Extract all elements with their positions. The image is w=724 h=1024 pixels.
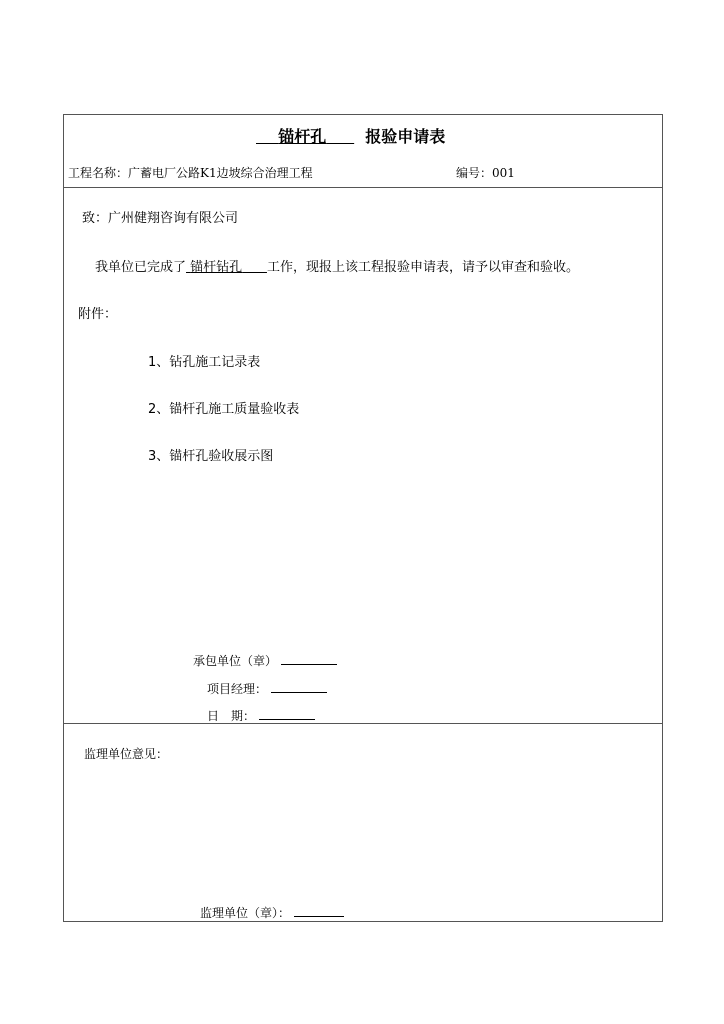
form-number: 编号：001: [456, 166, 515, 180]
work-name: 锚杆钻孔: [190, 260, 243, 275]
supervision-seal-blank[interactable]: [294, 915, 344, 917]
attachments-label: 附件：: [78, 307, 118, 322]
divider: [63, 187, 663, 188]
date: 日 期：: [207, 707, 315, 724]
project-name-row: 工程名称：广蓄电厂公路K1边坡综合治理工程: [68, 166, 313, 180]
statement: 我单位已完成了 锚杆钻孔 工作，现报上该工程报验申请表，请予以审查和验收。: [95, 260, 579, 275]
manager-blank[interactable]: [271, 691, 327, 693]
date-blank[interactable]: [259, 718, 315, 720]
contractor-seal: 承包单位（章）: [193, 652, 337, 669]
form-title: [256, 124, 445, 147]
contractor-seal-blank[interactable]: [281, 663, 337, 665]
title-rest: 报验申请表: [365, 127, 446, 146]
attachment-item: 3、锚杆孔验收展示图: [148, 449, 274, 464]
project-manager: 项目经理：: [207, 680, 327, 697]
form-border: [63, 114, 663, 922]
divider: [63, 723, 663, 724]
attachment-item: 2、锚杆孔施工质量验收表: [148, 402, 300, 417]
addressee: 致：广州健翔咨询有限公司: [82, 211, 239, 226]
attachment-item: 1、钻孔施工记录表: [148, 355, 261, 370]
title-subject: 锚杆孔: [278, 127, 327, 146]
supervision-seal: 监理单位（章）：: [200, 904, 344, 921]
supervision-opinion-label: 监理单位意见：: [84, 747, 169, 761]
